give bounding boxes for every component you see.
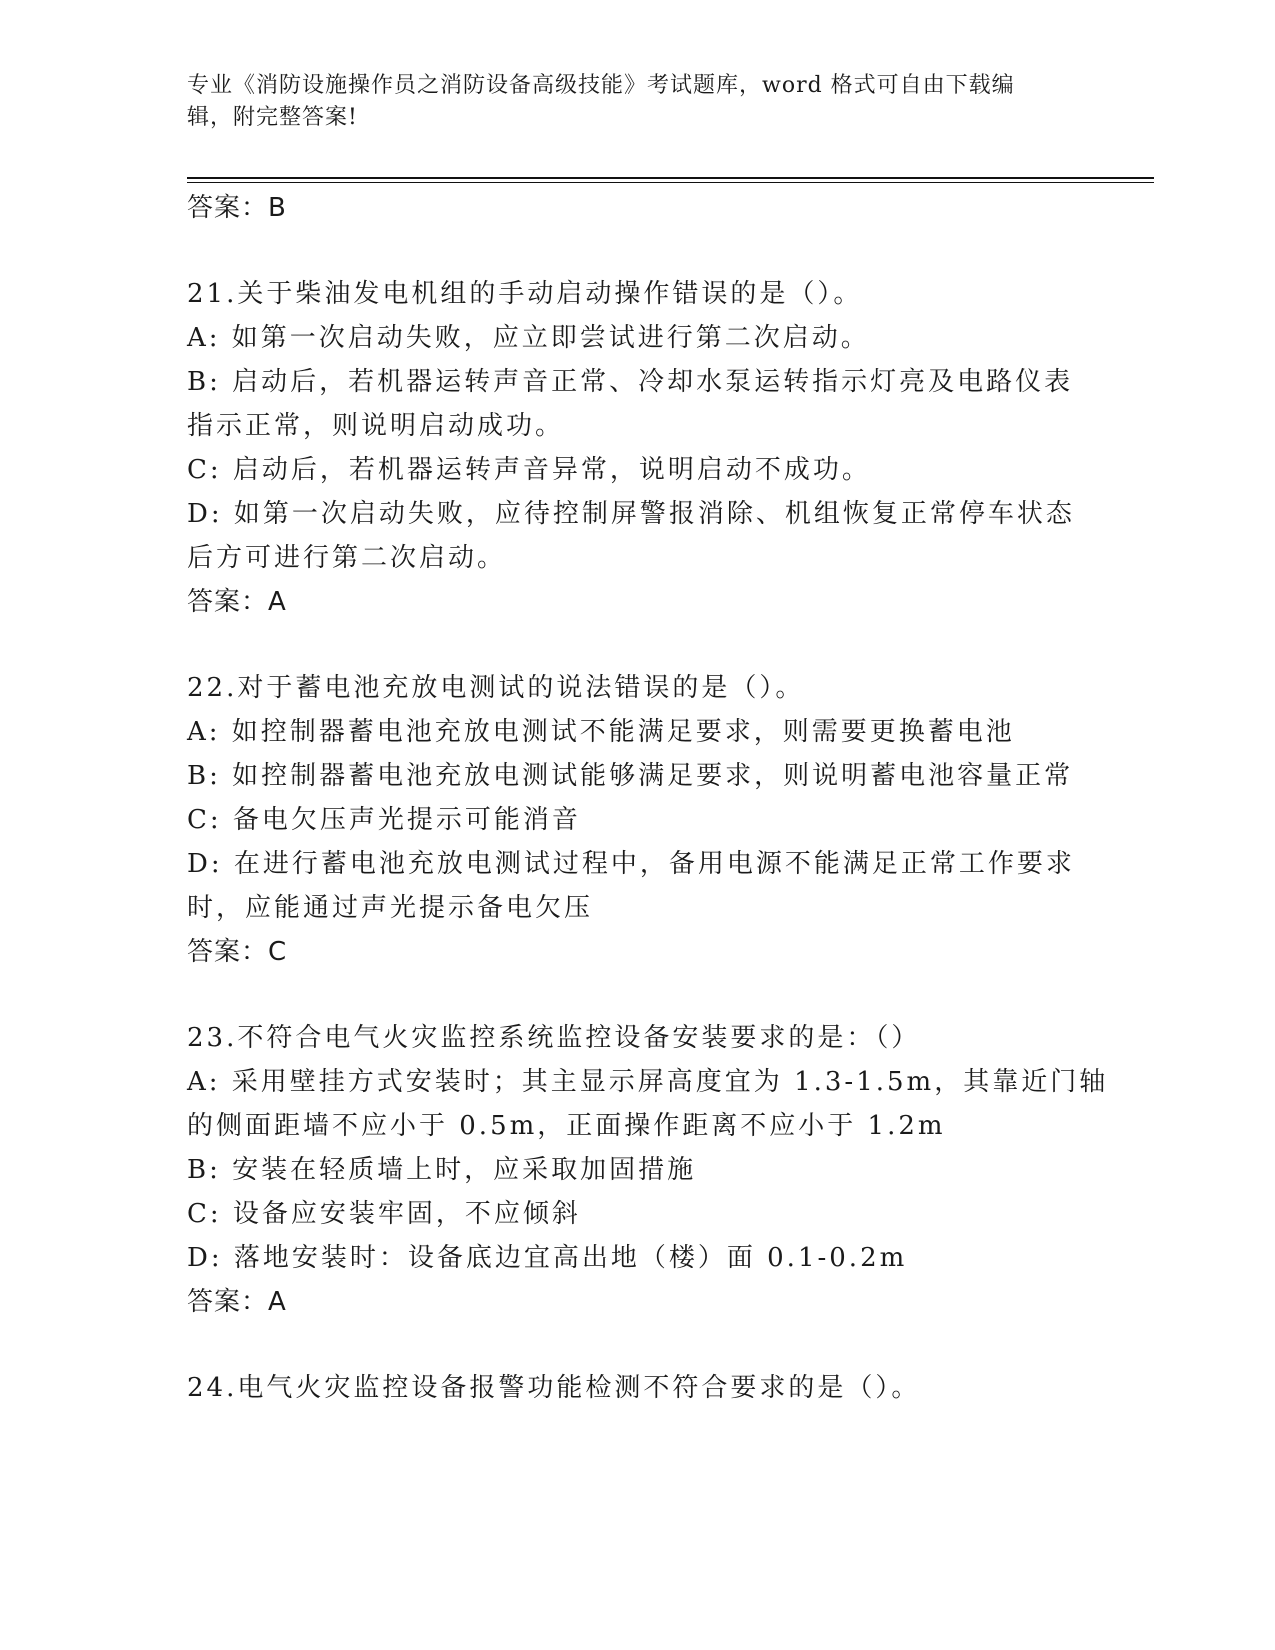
- q22-answer: 答案：C: [187, 937, 288, 967]
- q22-option-d-line2: 时，应能通过声光提示备电欠压: [187, 893, 594, 923]
- q21-option-b-line1: B: 启动后，若机器运转声音正常、冷却水泵运转指示灯亮及电路仪表: [187, 367, 1074, 397]
- q23-option-c: C: 设备应安装牢固，不应倾斜: [187, 1199, 581, 1229]
- q21-option-a: A: 如第一次启动失败，应立即尝试进行第二次启动。: [187, 323, 870, 353]
- q22-option-c: C: 备电欠压声光提示可能消音: [187, 805, 581, 835]
- q21-answer: 答案：A: [187, 587, 287, 617]
- q23-answer: 答案：A: [187, 1287, 287, 1317]
- header-line-1: 专业《消防设施操作员之消防设备高级技能》考试题库，word 格式可自由下载编: [187, 73, 1015, 98]
- q22-stem: 22.对于蓄电池充放电测试的说法错误的是（）。: [187, 673, 805, 703]
- q23-option-a-line1: A: 采用壁挂方式安装时；其主显示屏高度宜为 1.3-1.5m，其靠近门轴: [187, 1067, 1109, 1097]
- q23-option-d: D: 落地安装时：设备底边宜高出地（楼）面 0.1-0.2m: [187, 1243, 908, 1273]
- q22-option-a: A: 如控制器蓄电池充放电测试不能满足要求，则需要更换蓄电池: [187, 717, 1015, 747]
- q21-stem: 21.关于柴油发电机组的手动启动操作错误的是（）。: [187, 279, 863, 309]
- q21-option-d-line1: D: 如第一次启动失败，应待控制屏警报消除、机组恢复正常停车状态: [187, 499, 1075, 529]
- q23-stem: 23.不符合电气火灾监控系统监控设备安装要求的是：（）: [187, 1023, 921, 1053]
- document-header: [187, 70, 1067, 134]
- q23-option-a-line2: 的侧面距墙不应小于 0.5m，正面操作距离不应小于 1.2m: [187, 1111, 946, 1141]
- header-divider-thin: [187, 182, 1154, 183]
- q23-option-b: B: 安装在轻质墙上时，应采取加固措施: [187, 1155, 697, 1185]
- q24-stem: 24.电气火灾监控设备报警功能检测不符合要求的是（）。: [187, 1373, 921, 1403]
- q21-option-c: C: 启动后，若机器运转声音异常，说明启动不成功。: [187, 455, 871, 485]
- q21-option-b-line2: 指示正常，则说明启动成功。: [187, 411, 565, 441]
- header-divider-thick: [187, 177, 1154, 179]
- q22-option-d-line1: D: 在进行蓄电池充放电测试过程中，备用电源不能满足正常工作要求: [187, 849, 1075, 879]
- previous-answer: 答案：B: [187, 193, 287, 223]
- header-line-2: 辑，附完整答案!: [187, 105, 358, 130]
- q21-option-d-line2: 后方可进行第二次启动。: [187, 543, 507, 573]
- q22-option-b: B: 如控制器蓄电池充放电测试能够满足要求，则说明蓄电池容量正常: [187, 761, 1074, 791]
